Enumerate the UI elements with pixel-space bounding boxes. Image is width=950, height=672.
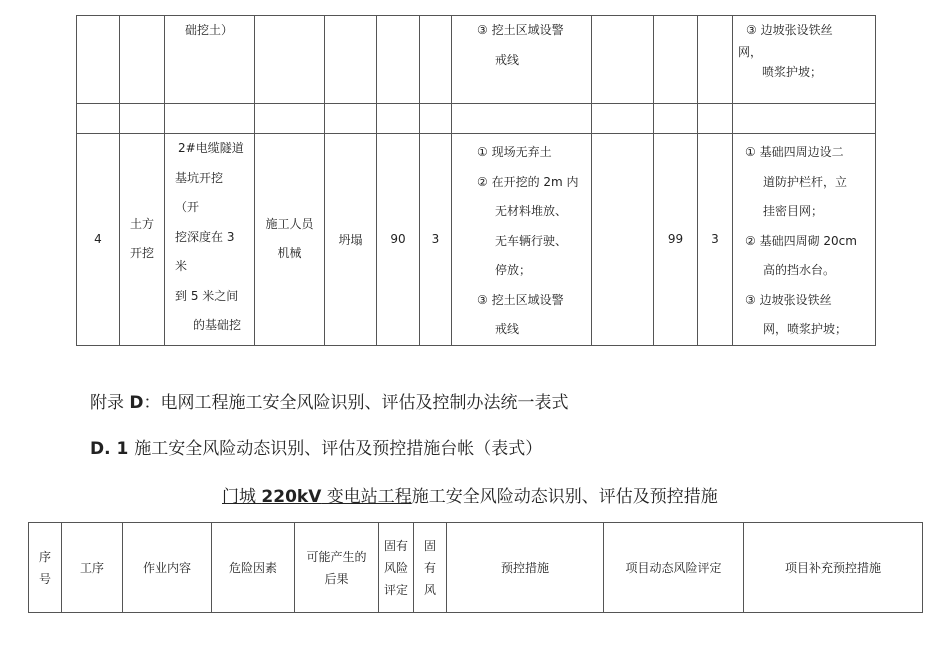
content-line: 2#电缆隧道	[178, 141, 244, 155]
header-hazard: 危险因素	[212, 523, 295, 613]
extra-line: ③ 边坡张设铁丝	[745, 292, 832, 307]
content-line: （开	[175, 200, 200, 214]
content-line: 挖深度在 3	[175, 229, 235, 244]
appendix-title: 附录 D：电网工程施工安全风险识别、评估及控制办法统一表式	[90, 393, 569, 413]
inherent-score-cell: 90	[377, 134, 420, 346]
extra-line: 道防护栏杆，立	[763, 174, 848, 189]
measure-line: 停放；	[495, 263, 532, 277]
header-content: 作业内容	[123, 523, 212, 613]
dynamic-level-cell: 3	[698, 134, 733, 346]
content-cell	[165, 16, 255, 104]
dynamic-score-cell: 99	[654, 134, 698, 346]
content-text: 础挖土）	[185, 23, 234, 37]
extra-line: ① 基础四周边设二	[745, 145, 844, 159]
measures-cell	[452, 134, 592, 346]
row-number: 4	[77, 134, 120, 346]
process-cell	[120, 134, 165, 346]
content-line: 到 5 米之间	[175, 288, 239, 303]
extra-measures-cell	[733, 16, 876, 104]
risk-table-continued	[76, 15, 876, 346]
extra-line: 网，	[738, 44, 763, 59]
project-title: 门城 220kV 变电站工程施工安全风险动态识别、评估及预控措施	[222, 487, 718, 507]
table-row	[77, 134, 876, 346]
extra-line: 挂密目网；	[763, 204, 824, 218]
header-no: 序 号	[29, 523, 62, 613]
table-row	[77, 104, 876, 134]
measure-line: 戒线	[495, 52, 520, 67]
extra-line: 网，喷浆护坡；	[763, 322, 848, 336]
header-inherent-eval: 固有 风险 评定	[379, 523, 414, 613]
measure-line: 无车辆行驶、	[495, 233, 568, 248]
hazard-line: 施工人员	[265, 216, 314, 231]
measure-line: ① 现场无弃土	[477, 145, 552, 159]
consequence-cell: 坍塌	[325, 134, 377, 346]
header-consequence: 可能产生的 后果	[295, 523, 379, 613]
extra-line: 喷浆护坡；	[762, 64, 823, 79]
extra-measures-cell	[733, 134, 876, 346]
measures-cell	[452, 16, 592, 104]
risk-ledger-table	[28, 522, 923, 613]
content-line: 的基础挖	[193, 318, 242, 332]
section-title: D. 1 施工安全风险动态识别、评估及预控措施台帐（表式）	[90, 439, 543, 459]
measure-line: ② 在开挖的 2m 内	[477, 174, 579, 189]
hazard-line: 机械	[277, 246, 302, 261]
process-line: 开挖	[129, 246, 154, 261]
header-process: 工序	[62, 523, 123, 613]
content-cell	[165, 134, 255, 346]
measure-line: 无材料堆放、	[495, 204, 568, 218]
header-measures: 预控措施	[447, 523, 604, 613]
extra-line: ③ 边坡张设铁丝	[746, 23, 833, 37]
measure-line: ③ 挖土区域设警	[477, 23, 564, 37]
header-inherent-level: 固 有 风	[414, 523, 447, 613]
extra-line: ② 基础四周砌 20cm	[745, 233, 857, 248]
table-row	[77, 16, 876, 104]
hazard-cell	[255, 134, 325, 346]
content-line: 基坑开挖	[175, 170, 224, 185]
measure-line: ③ 挖土区域设警	[477, 292, 564, 307]
header-dynamic-eval: 项目动态风险评定	[604, 523, 744, 613]
extra-line: 高的挡水台。	[763, 263, 836, 277]
inherent-level-cell: 3	[420, 134, 452, 346]
header-supplement: 项目补充预控措施	[744, 523, 923, 613]
measure-line: 戒线	[495, 322, 520, 336]
header-row	[29, 523, 923, 613]
process-line: 土方	[129, 216, 154, 231]
content-line: 米	[175, 259, 188, 273]
